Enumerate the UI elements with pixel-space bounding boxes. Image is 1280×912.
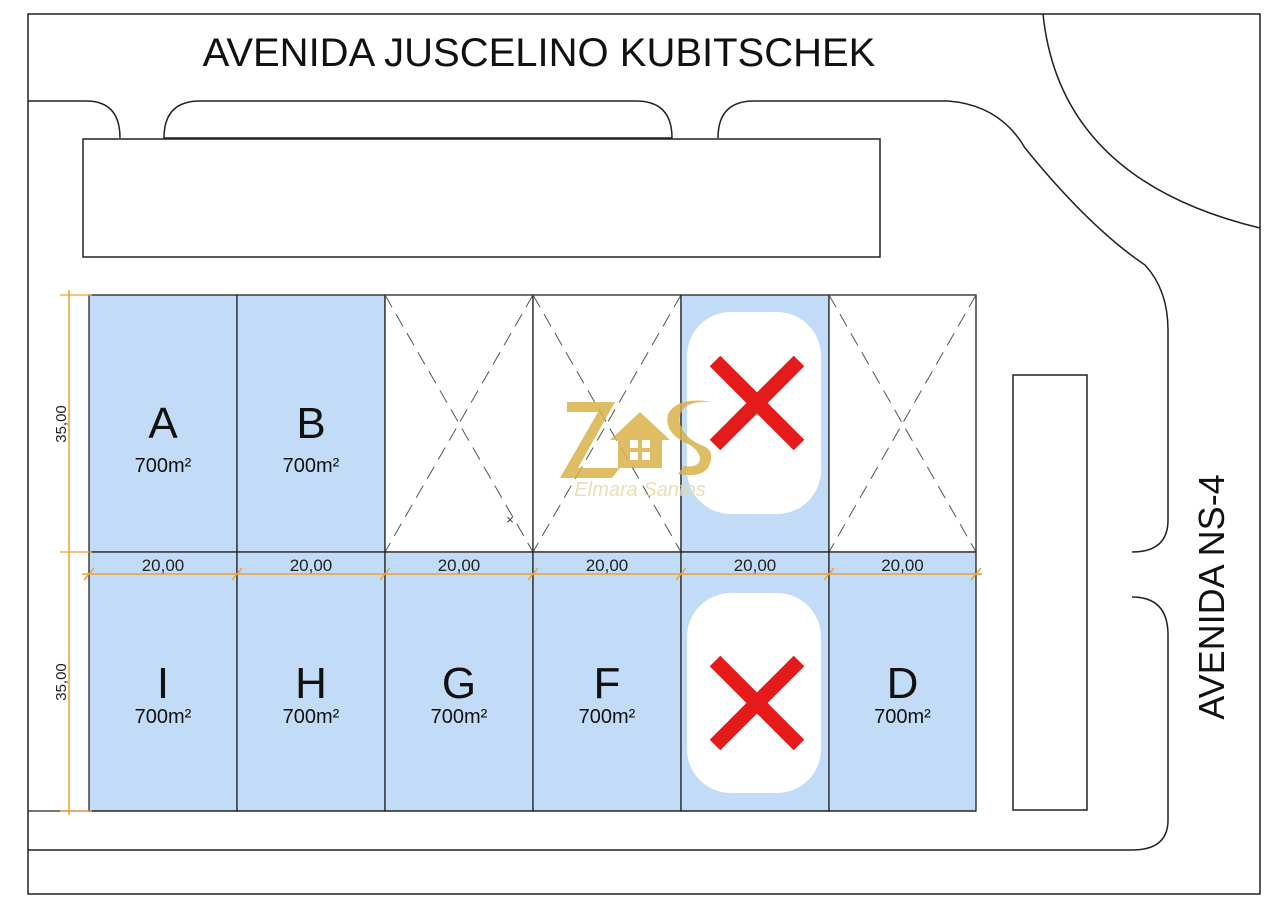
lot-area: 700m² xyxy=(134,455,192,477)
logo-window xyxy=(630,440,638,448)
lot-letter: D xyxy=(886,659,919,708)
lot-letter: B xyxy=(296,399,326,448)
logo-window xyxy=(642,440,650,448)
lot-top-1[interactable] xyxy=(89,295,237,552)
width-dimension-label: 20,00 xyxy=(141,556,185,575)
lot-bottom-3[interactable] xyxy=(385,552,533,811)
lot-area: 700m² xyxy=(282,455,340,477)
east-block xyxy=(1013,375,1087,810)
lot-bottom-5[interactable] xyxy=(681,552,829,811)
watermark-caption: Elmara Santos xyxy=(574,479,706,501)
width-dimension-label: 20,00 xyxy=(733,556,777,575)
width-dimension-label: 20,00 xyxy=(437,556,481,575)
logo-window xyxy=(630,452,638,460)
lot-area: 700m² xyxy=(134,706,192,728)
lot-top-6[interactable] xyxy=(829,295,976,552)
east-street-label: AVENIDA NS-4 xyxy=(1191,474,1232,720)
lot-bottom-2[interactable] xyxy=(237,552,385,811)
lots-layer xyxy=(89,295,976,811)
width-dimension-label: 20,00 xyxy=(289,556,333,575)
north-block xyxy=(83,139,880,257)
lot-bottom-1[interactable] xyxy=(89,552,237,811)
lot-letter: G xyxy=(441,659,477,708)
lot-letter: A xyxy=(148,399,178,448)
lot-bottom-4[interactable] xyxy=(533,552,681,811)
lot-letter: I xyxy=(156,659,170,708)
lot-area: 700m² xyxy=(282,706,340,728)
logo-window xyxy=(642,452,650,460)
lot-bottom-6[interactable] xyxy=(829,552,976,811)
lot-top-4[interactable] xyxy=(533,295,681,552)
width-dimension-label: 20,00 xyxy=(881,556,924,575)
lot-letter: H xyxy=(295,659,327,708)
small-x-marker: × xyxy=(506,512,514,527)
depth-dimension-top: 35,00 xyxy=(53,405,70,443)
lot-area: 700m² xyxy=(874,706,931,728)
lot-top-2[interactable] xyxy=(237,295,385,552)
north-street-label: AVENIDA JUSCELINO KUBITSCHEK xyxy=(202,31,876,75)
lot-top-5[interactable] xyxy=(681,295,829,552)
width-dimension-label: 20,00 xyxy=(585,556,629,575)
median-island xyxy=(164,101,672,138)
lot-area: 700m² xyxy=(578,706,636,728)
depth-dimension-bottom: 35,00 xyxy=(53,663,70,701)
lot-area: 700m² xyxy=(430,706,488,728)
lot-letter: F xyxy=(593,659,621,708)
